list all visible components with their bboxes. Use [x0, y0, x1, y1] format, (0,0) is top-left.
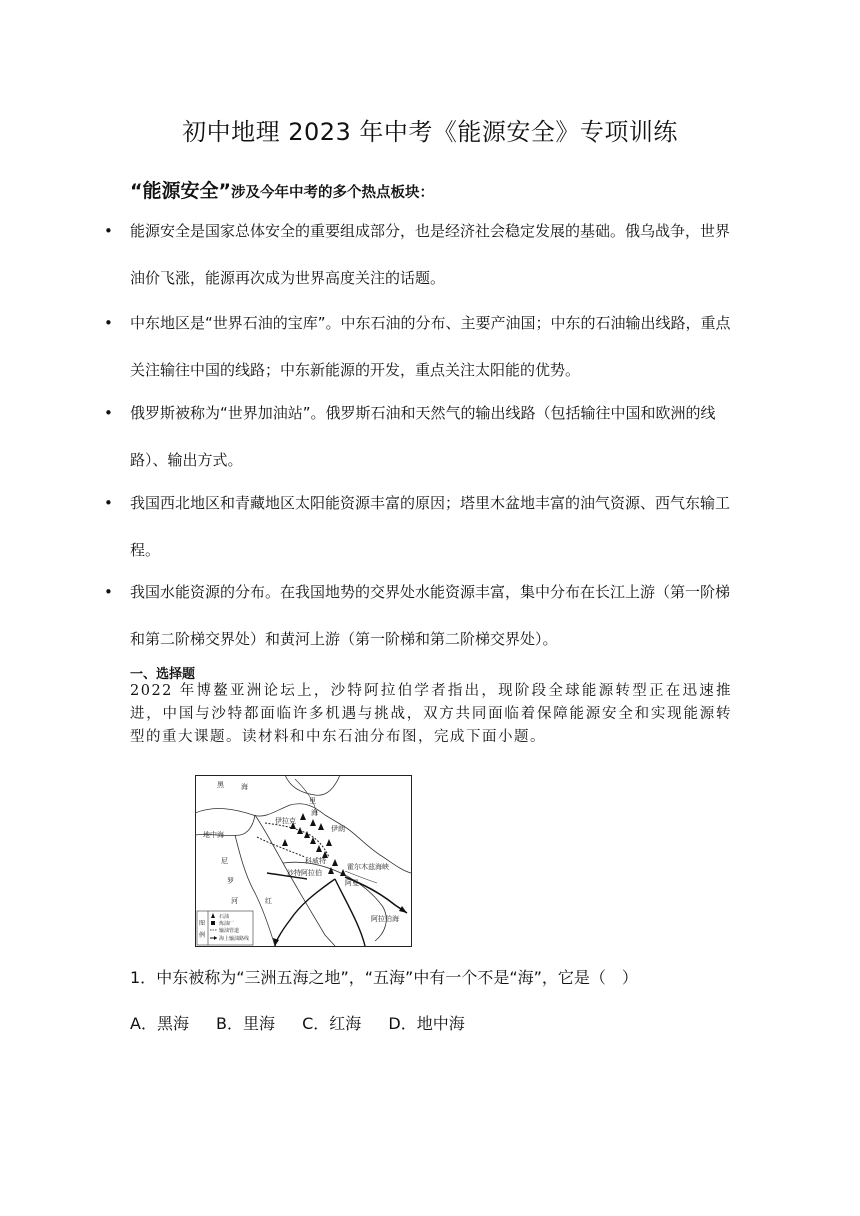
bullet-item	[104, 390, 744, 484]
bullet-item	[104, 569, 744, 663]
map-label: 黑	[217, 781, 224, 789]
intro-line	[130, 176, 434, 203]
bullet-text: 我国水能资源的分布。在我国地势的交界处水能资源丰富，集中分布在长江上游（第一阶梯和第二阶梯交界处）和黄河上游（第一阶梯和第二阶梯交界处）。	[130, 583, 731, 648]
map-label: 尼	[221, 857, 228, 865]
legend-title: 例	[199, 932, 206, 939]
map-label: 伊拉克	[275, 817, 296, 825]
map-label: 里	[309, 797, 316, 805]
bullet-item	[104, 208, 744, 302]
intro-text: 涉及今年中考的多个热点板块：	[230, 185, 434, 201]
bullet-item	[104, 300, 744, 394]
bullet-text: 俄罗斯被称为“世界加油站”。俄罗斯石油和天然气的输出线路（包括输往中国和欧洲的线路）、输出方式。	[130, 404, 716, 469]
bullet-item	[104, 480, 744, 574]
answer-options	[130, 1011, 487, 1034]
map-label: 河	[231, 897, 238, 905]
map-label: 海	[311, 809, 318, 817]
map-label: 阿拉伯海	[371, 915, 399, 923]
map-label: 科威特	[305, 857, 326, 865]
map-label: 阿曼	[345, 879, 359, 887]
bullet-dot-icon: •	[104, 222, 113, 240]
option-b[interactable]: B．里海	[216, 1014, 276, 1033]
middle-east-oil-map	[195, 775, 412, 947]
question-1	[130, 965, 638, 988]
legend-item: 炼油厂	[219, 921, 235, 927]
map-label: 霍尔木兹海峡	[347, 863, 389, 871]
question-passage: 2022 年博鳌亚洲论坛上，沙特阿拉伯学者指出，现阶段全球能源转型正在迅速推进，中国与沙特都面临许多机遇与挑战，双方共同面临着保障能源安全和实现能源转型的重大课题。读材料和中东石油分布图，完成下面小题。	[130, 683, 732, 745]
map-label: 伊朗	[331, 825, 345, 833]
option-d[interactable]: D．地中海	[388, 1014, 465, 1033]
legend-item: 海上输油路线	[219, 936, 250, 942]
question-text: 中东被称为“三洲五海之地”，“五海”中有一个不是“海”，它是（ ）	[156, 968, 638, 987]
bullet-text: 能源安全是国家总体安全的重要组成部分，也是经济社会稳定发展的基础。俄乌战争，世界油价飞涨，能源再次成为世界高度关注的话题。	[130, 222, 731, 287]
bullet-dot-icon: •	[104, 404, 113, 422]
bullet-text: 我国西北地区和青藏地区太阳能资源丰富的原因；塔里木盆地丰富的油气资源、西气东输工程。	[130, 494, 731, 559]
option-a[interactable]: A．黑海	[130, 1014, 189, 1033]
map-label: 海	[241, 783, 248, 791]
option-c[interactable]: C．红海	[302, 1014, 362, 1033]
legend-title: 图	[199, 920, 206, 927]
map-label: 罗	[227, 877, 234, 885]
map-label: 沙特阿拉伯	[287, 869, 322, 877]
bullet-dot-icon: •	[104, 314, 113, 332]
question-number: 1．	[130, 968, 157, 987]
bullet-dot-icon: •	[104, 494, 113, 512]
document-title: 初中地理 2023 年中考《能源安全》专项训练	[182, 118, 678, 146]
intro-highlight: “能源安全”	[130, 180, 231, 202]
map-label: 红	[265, 897, 272, 905]
bullet-dot-icon: •	[104, 583, 113, 601]
legend-item: 石油	[219, 914, 230, 920]
section-heading: 一、选择题	[130, 667, 196, 682]
map-label: 地中海	[203, 831, 224, 839]
legend-item: 输油管道	[219, 928, 240, 934]
bullet-text: 中东地区是“世界石油的宝库”。中东石油的分布、主要产油国；中东的石油输出线路，重点关注输往中国的线路；中东新能源的开发，重点关注太阳能的优势。	[130, 314, 731, 379]
